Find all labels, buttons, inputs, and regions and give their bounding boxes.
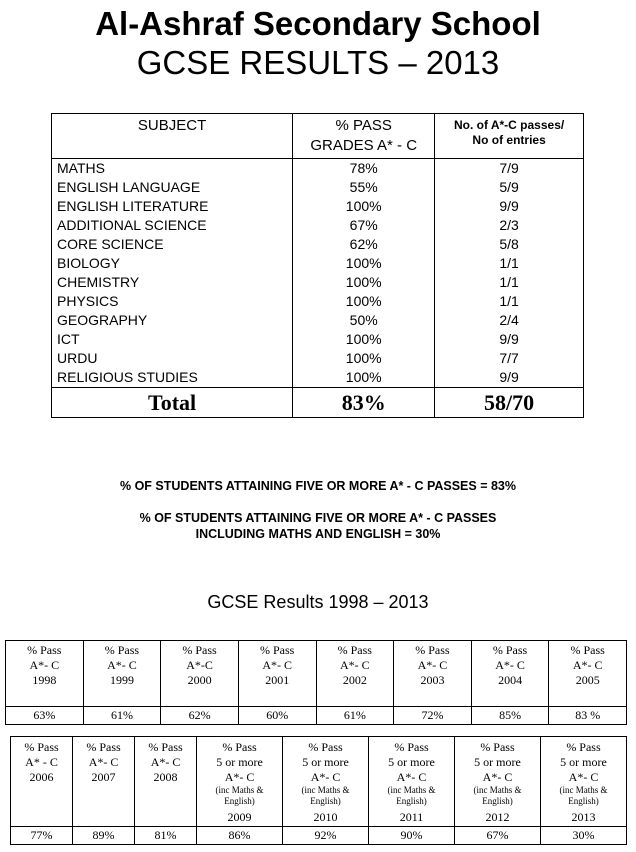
grade-label: A*- C	[150, 755, 181, 769]
table-row	[52, 368, 584, 388]
subject-entries: 5/8	[435, 235, 584, 254]
subject-entries: 7/7	[435, 349, 584, 368]
pass-label: % Pass	[86, 740, 121, 754]
total-pass: 83%	[293, 388, 435, 418]
subject-name: PHYSICS	[52, 292, 293, 311]
history-value: 85%	[471, 707, 549, 725]
subject-name: CORE SCIENCE	[52, 235, 293, 254]
table-row	[52, 311, 584, 330]
maths-english-note: (inc Maths &	[387, 785, 436, 795]
subject-name: RELIGIOUS STUDIES	[52, 368, 293, 388]
grade-label: A*- C	[417, 658, 448, 672]
grade-label: A* - C	[25, 755, 58, 769]
year-label: 2002	[342, 673, 367, 687]
subject-header-label: SUBJECT	[137, 117, 207, 134]
year-label: 2008	[153, 770, 178, 784]
history-value: 67%	[455, 827, 541, 845]
history-header-row	[6, 641, 627, 707]
maths-english-note: English)	[224, 796, 255, 806]
grade-label: A*- C	[262, 658, 293, 672]
table-row	[52, 216, 584, 235]
year-label: 2003	[420, 673, 445, 687]
year-label: 2010	[313, 810, 338, 824]
pass-label: % Pass	[415, 643, 450, 657]
history-value: 83 %	[549, 707, 627, 725]
pass-label: % Pass	[27, 643, 62, 657]
history-value: 77%	[11, 827, 73, 845]
pass-label: % Pass	[148, 740, 183, 754]
subject-entries: 5/9	[435, 178, 584, 197]
grade-label: A*- C	[224, 770, 255, 784]
subject-entries: 1/1	[435, 273, 584, 292]
year-label: 2001	[265, 673, 290, 687]
history-year-header	[83, 641, 161, 707]
subject-entries: 9/9	[435, 197, 584, 216]
entries-column-header	[435, 114, 584, 159]
history-year-header	[540, 737, 626, 827]
pass-label: % Pass	[570, 643, 605, 657]
subject-results-table	[51, 113, 584, 418]
subject-pass-rate: 67%	[293, 216, 435, 235]
maths-english-note: English)	[396, 796, 427, 806]
history-year-header	[549, 641, 627, 707]
year-label: 1998	[32, 673, 57, 687]
history-table-1998-2005	[5, 640, 627, 725]
history-value: 61%	[316, 707, 394, 725]
five-passes-stat: % OF STUDENTS ATTAINING FIVE OR MORE A* - C PASSES = 83%	[120, 479, 516, 493]
table-row	[52, 235, 584, 254]
document-subtitle: GCSE RESULTS – 2013	[136, 44, 500, 81]
history-value: 90%	[369, 827, 455, 845]
grade-label: A*-C	[186, 658, 213, 672]
pass-header-line2: GRADES A* - C	[310, 137, 418, 154]
pass-label: % Pass	[480, 740, 515, 754]
grade-label: A*- C	[339, 658, 370, 672]
maths-english-note: English)	[310, 796, 341, 806]
history-value: 62%	[161, 707, 239, 725]
total-label: Total	[52, 388, 293, 418]
history-value-row	[6, 707, 627, 725]
subject-name: GEOGRAPHY	[52, 311, 293, 330]
history-title: GCSE Results 1998 – 2013	[207, 592, 429, 612]
table-row	[52, 349, 584, 368]
history-value: 61%	[83, 707, 161, 725]
history-value: 30%	[540, 827, 626, 845]
grade-label: A*- C	[572, 658, 603, 672]
pass-label: % Pass	[337, 643, 372, 657]
subject-entries: 1/1	[435, 254, 584, 273]
history-value: 72%	[394, 707, 472, 725]
subject-entries: 9/9	[435, 330, 584, 349]
history-year-header	[197, 737, 283, 827]
total-entries: 58/70	[435, 388, 584, 418]
pass-label: % Pass	[566, 740, 601, 754]
history-year-header	[316, 641, 394, 707]
subject-pass-rate: 55%	[293, 178, 435, 197]
table-row	[52, 178, 584, 197]
threshold-label: 5 or more	[388, 755, 435, 769]
subject-pass-rate: 100%	[293, 273, 435, 292]
total-row	[52, 388, 584, 418]
threshold-label: 5 or more	[560, 755, 607, 769]
subject-pass-rate: 100%	[293, 368, 435, 388]
history-year-header	[394, 641, 472, 707]
subject-name: ICT	[52, 330, 293, 349]
subject-name: CHEMISTRY	[52, 273, 293, 292]
subject-name: ENGLISH LITERATURE	[52, 197, 293, 216]
pass-column-header	[293, 114, 435, 159]
five-passes-maths-line1: % OF STUDENTS ATTAINING FIVE OR MORE A* - C PASSES	[139, 511, 497, 525]
threshold-label: 5 or more	[302, 755, 349, 769]
history-table-2006-2013	[10, 736, 627, 845]
pass-label: % Pass	[308, 740, 343, 754]
subject-entries: 1/1	[435, 292, 584, 311]
subject-entries: 9/9	[435, 368, 584, 388]
table-row	[52, 254, 584, 273]
history-value: 81%	[135, 827, 197, 845]
subject-pass-rate: 100%	[293, 349, 435, 368]
maths-english-note: (inc Maths &	[473, 785, 522, 795]
subject-entries: 2/4	[435, 311, 584, 330]
five-passes-maths-stat	[0, 510, 636, 542]
pass-header-line1: % PASS	[335, 117, 392, 134]
history-year-header	[73, 737, 135, 827]
subject-pass-rate: 78%	[293, 159, 435, 179]
year-label: 2013	[571, 810, 596, 824]
year-label: 2012	[485, 810, 510, 824]
year-label: 2004	[498, 673, 523, 687]
subject-pass-rate: 100%	[293, 254, 435, 273]
five-passes-maths-line2: INCLUDING MATHS AND ENGLISH = 30%	[195, 527, 441, 541]
maths-english-note: (inc Maths &	[215, 785, 264, 795]
pass-label: % Pass	[260, 643, 295, 657]
entries-header-line1: No. of A*-C passes/	[453, 118, 565, 132]
subject-entries: 2/3	[435, 216, 584, 235]
pass-label: % Pass	[492, 643, 528, 657]
year-label: 2009	[227, 810, 252, 824]
history-year-header	[369, 737, 455, 827]
subject-pass-rate: 100%	[293, 197, 435, 216]
year-label: 1999	[109, 673, 134, 687]
subject-entries: 7/9	[435, 159, 584, 179]
history-year-header	[283, 737, 369, 827]
subject-name: ENGLISH LANGUAGE	[52, 178, 293, 197]
table-row	[52, 273, 584, 292]
table-header-row	[52, 114, 584, 159]
subject-name: BIOLOGY	[52, 254, 293, 273]
maths-english-note: (inc Maths &	[301, 785, 350, 795]
pass-label: % Pass	[222, 740, 257, 754]
maths-english-note: English)	[568, 796, 599, 806]
grade-label: A*- C	[568, 770, 599, 784]
history-year-header	[11, 737, 73, 827]
year-label: 2005	[575, 673, 600, 687]
subject-name: URDU	[52, 349, 293, 368]
history-year-header	[455, 737, 541, 827]
history-value: 89%	[73, 827, 135, 845]
history-year-header	[135, 737, 197, 827]
subject-pass-rate: 100%	[293, 292, 435, 311]
table-row	[52, 159, 584, 179]
subject-name: MATHS	[52, 159, 293, 179]
history-year-header	[161, 641, 239, 707]
subject-pass-rate: 62%	[293, 235, 435, 254]
grade-label: A*- C	[396, 770, 427, 784]
subject-pass-rate: 100%	[293, 330, 435, 349]
pass-label: % Pass	[24, 740, 59, 754]
pass-label: % Pass	[182, 643, 217, 657]
subject-name: ADDITIONAL SCIENCE	[52, 216, 293, 235]
pass-label: % Pass	[394, 740, 429, 754]
history-year-header	[238, 641, 316, 707]
year-label: 2000	[187, 673, 212, 687]
history-value: 92%	[283, 827, 369, 845]
threshold-label: 5 or more	[474, 755, 521, 769]
grade-label: A*- C	[482, 770, 513, 784]
grade-label: A*- C	[88, 755, 119, 769]
maths-english-note: (inc Maths &	[559, 785, 608, 795]
history-year-header	[471, 641, 549, 707]
history-value: 63%	[6, 707, 84, 725]
threshold-label: 5 or more	[216, 755, 263, 769]
history-value: 86%	[197, 827, 283, 845]
history-value: 60%	[238, 707, 316, 725]
table-row	[52, 330, 584, 349]
year-label: 2007	[91, 770, 116, 784]
grade-label: A*- C	[495, 658, 525, 672]
table-row	[52, 197, 584, 216]
grade-label: A*- C	[107, 658, 137, 672]
maths-english-note: English)	[482, 796, 513, 806]
year-label: 2011	[399, 810, 424, 824]
grade-label: A*- C	[29, 658, 60, 672]
pass-label: % Pass	[104, 643, 140, 657]
entries-header-line2: No of entries	[472, 133, 546, 147]
subject-rows	[52, 159, 584, 388]
table-row	[52, 292, 584, 311]
subject-column-header	[52, 114, 293, 159]
history-value-row	[11, 827, 627, 845]
year-label: 2006	[29, 770, 54, 784]
grade-label: A*- C	[310, 770, 341, 784]
school-title: Al-Ashraf Secondary School	[95, 5, 541, 42]
subject-pass-rate: 50%	[293, 311, 435, 330]
history-header-row	[11, 737, 627, 827]
history-year-header	[6, 641, 84, 707]
